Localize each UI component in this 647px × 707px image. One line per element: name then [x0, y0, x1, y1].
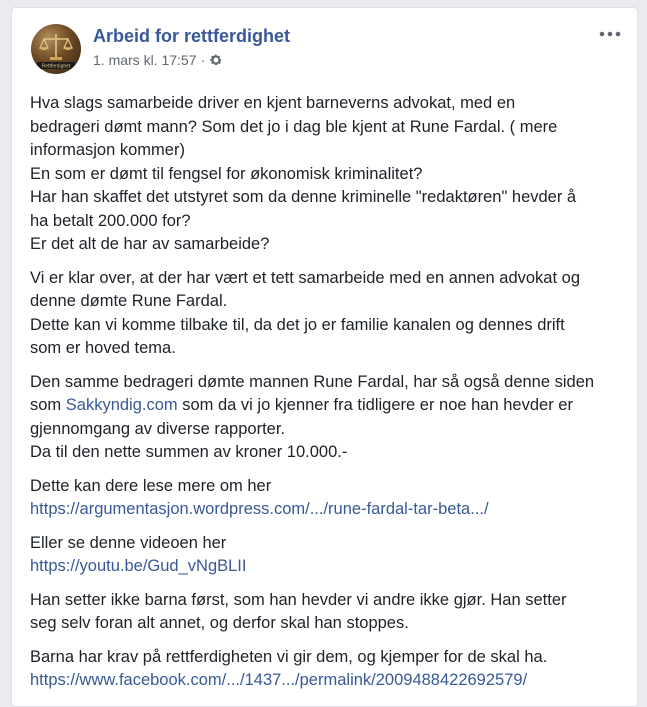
text-segment: Den samme bedrageri dømte mannen Rune Fardal, har så også denne siden [30, 372, 595, 391]
text-segment: gjennomgang av diverse rapporter. [30, 419, 285, 438]
text-segment: Har han skaffet det utstyret som da denne kriminelle "redaktøren" hevder å [30, 188, 577, 206]
text-line [30, 290, 619, 314]
post-header [12, 8, 637, 83]
text-line [30, 233, 619, 257]
text-line [30, 498, 619, 522]
text-line [30, 267, 619, 291]
text-line [30, 186, 619, 210]
text-line [30, 555, 619, 579]
post-paragraph [30, 371, 619, 465]
text-line [30, 314, 619, 338]
text-segment: som er hoved tema. [30, 339, 176, 357]
text-segment: Vi er klar over, at der har vært et tett samarbeide med en annen advokat og [30, 268, 581, 287]
text-line [30, 337, 619, 361]
post-timestamp[interactable]: 1. mars kl. 17:57 [93, 52, 197, 68]
text-segment: ha betalt 200.000 for? [30, 211, 191, 230]
text-segment: informasjon kommer) [30, 141, 185, 159]
text-line [30, 210, 619, 234]
scales-of-justice-icon [31, 24, 81, 74]
post-link[interactable]: https://youtu.be/Gud_vNgBLII [30, 557, 247, 575]
text-line [30, 418, 619, 442]
text-line [30, 532, 619, 556]
post-paragraph [30, 589, 619, 636]
text-segment: En som er dømt til fengsel for økonomisk kriminalitet? [30, 164, 423, 183]
text-segment: Da til den nette summen av kroner 10.000.- [30, 443, 348, 461]
post-paragraph [30, 475, 619, 522]
post-paragraph [30, 646, 619, 693]
text-line [30, 371, 619, 395]
meta-separator: · [200, 52, 206, 68]
more-options-button[interactable] [597, 24, 623, 44]
page-avatar[interactable] [31, 24, 81, 74]
text-line [30, 92, 619, 116]
text-line [30, 475, 619, 499]
post-card [11, 7, 638, 707]
text-segment: bedrageri dømt mann? Som det jo i dag ble kjent at Rune Fardal. ( mere [30, 117, 558, 136]
text-segment: som da vi jo kjenner fra tidligere er noe han hevder er [177, 396, 573, 414]
post-paragraph [30, 532, 619, 579]
text-segment: Dette kan dere lese mere om her [30, 476, 272, 495]
text-segment: Eller se denne videoen her [30, 533, 227, 552]
text-segment: som [30, 396, 66, 414]
text-line [30, 394, 619, 418]
text-line [30, 116, 619, 140]
text-segment: Er det alt de har av samarbeide? [30, 235, 270, 253]
text-segment: Hva slags samarbeide driver en kjent barneverns advokat, med en [30, 94, 516, 112]
more-horizontal-icon [599, 31, 621, 37]
text-line [30, 612, 619, 636]
text-line [30, 441, 619, 465]
text-segment: Han setter ikke barna først, som han hevder vi andre ikke gjør. Han setter [30, 590, 567, 609]
post-link[interactable]: Sakkyndig.com [65, 396, 178, 414]
text-segment: Dette kan vi komme tilbake til, da det jo er familie kanalen og dennes drift [30, 315, 565, 334]
text-segment: Barna har krav på rettferdigheten vi gir dem, og kjemper for de skal ha. [30, 647, 548, 666]
post-paragraph [30, 267, 619, 361]
page-name-link[interactable]: Arbeid for rettferdighet [93, 26, 291, 46]
post-meta [93, 52, 223, 68]
post-paragraph [30, 92, 619, 257]
post-body [30, 92, 619, 703]
text-segment: denne dømte Rune Fardal. [30, 292, 228, 310]
post-link[interactable]: https://www.facebook.com/.../1437.../permalink/2009488422692579/ [30, 671, 528, 689]
text-line [30, 139, 619, 163]
text-line [30, 589, 619, 613]
post-link[interactable]: https://argumentasjon.wordpress.com/.../rune-fardal-tar-beta.../ [30, 500, 489, 518]
svg-text:Rettferdighet: Rettferdighet [41, 63, 71, 70]
text-line [30, 646, 619, 670]
text-segment: seg selv foran alt annet, og derfor skal han stoppes. [30, 614, 409, 632]
text-line [30, 163, 619, 187]
text-line [30, 669, 619, 693]
gear-icon[interactable] [209, 53, 223, 67]
